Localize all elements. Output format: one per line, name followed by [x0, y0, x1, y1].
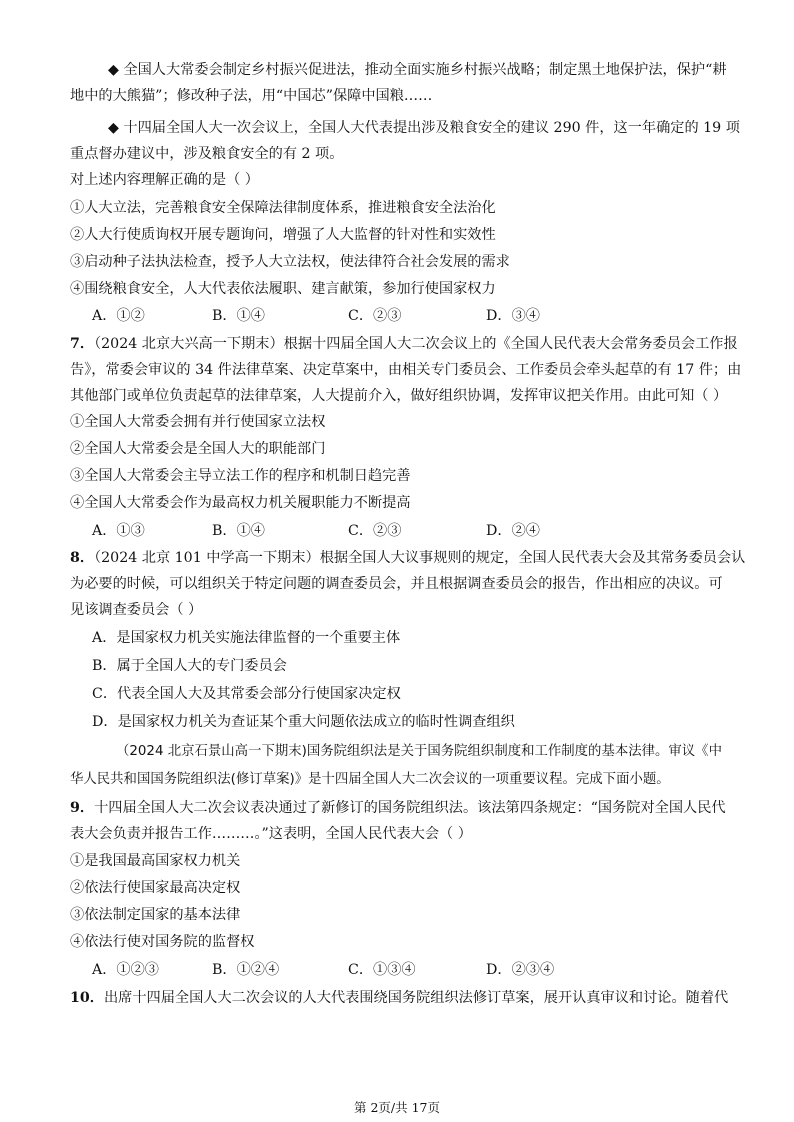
question-text: （2024 北京大兴高一下期末）根据十四届全国人大二次会议上的《全国人民代表大会常务委员会工作报	[94, 336, 738, 352]
statement-item: ④围绕粮食安全，人大代表依法履职、建言献策，参加行使国家权力	[70, 281, 496, 297]
bullet-paragraph-2-line-1: ◆ 十四届全国人大一次会议上，全国人大代表提出涉及粮食安全的建议 290 件，这一年确定的 19 项	[108, 120, 740, 136]
statement-item: ①是我国最高国家权力机关	[70, 853, 241, 869]
statement-item: ①全国人大常委会拥有并行使国家立法权	[70, 414, 326, 430]
answer-option-c: C．①③④	[348, 962, 416, 978]
statement-item: ③启动种子法执法检查，授予人大立法权，使法律符合社会发展的需求	[70, 254, 510, 270]
question-8-line-3: 见该调查委员会（ ）	[70, 602, 203, 618]
answer-option-b: B．①②④	[212, 962, 280, 978]
shared-material-line-1: （2024 北京石景山高一下期末)国务院组织法是关于国务院组织制度和工作制度的基本法律。审议《中	[116, 744, 722, 759]
question-number: 8．	[70, 550, 95, 566]
question-text: 出席十四届全国人大二次会议的人大代表围绕国务院组织法修订草案，展开认真审议和讨论。随着代	[103, 990, 729, 1006]
shared-material-line-2: 华人民共和国国务院组织法(修订草案)》是十四届全国人大二次会议的一项重要议程。完成下面小题。	[70, 772, 670, 787]
bullet-paragraph-2-line-2: 重点督办建议中，涉及粮食安全的有 2 项。	[70, 146, 344, 162]
bullet-paragraph-1-line-2: 地中的大熊猫”；修改种子法，用“中国芯”保障中国粮……	[70, 88, 433, 104]
question-9-line-2: 表大会负责并报告工作………。”这表明，全国人民代表大会（ ）	[70, 826, 472, 842]
question-7-line-2: 告》，常委会审议的 34 件法律草案、决定草案中，由相关专门委员会、工作委员会牵头起草的有 17 件；由	[70, 362, 742, 378]
question-8-line-1	[70, 548, 745, 568]
question-prompt: 对上述内容理解正确的是（ ）	[70, 172, 259, 188]
answer-option-d: D．②③④	[486, 962, 555, 978]
statement-item: ③全国人大常委会主导立法工作的程序和机制日趋完善	[70, 468, 411, 484]
question-8-line-2: 为必要的时候，可以组织关于特定问题的调查委员会，并且根据调查委员会的报告，作出相应的决议。可	[70, 576, 723, 592]
question-7-line-1	[70, 334, 738, 354]
question-text: （2024 北京 101 中学高一下期末）根据全国人大议事规则的规定，全国人民代表大会及其常务委员会认	[94, 550, 746, 566]
choice-c: C．代表全国人大及其常委会部分行使国家决定权	[92, 686, 401, 702]
answer-option-d: D．③④	[486, 308, 540, 324]
question-9-line-1	[70, 798, 726, 818]
answer-option-c: C．②③	[348, 308, 402, 324]
question-number: 7．	[70, 336, 95, 352]
question-10-line-1	[70, 988, 728, 1008]
statement-item: ④全国人大常委会作为最高权力机关履职能力不断提高	[70, 495, 411, 511]
answer-option-a: A．①②③	[92, 962, 159, 978]
answer-option-c: C．②③	[348, 523, 402, 539]
statement-item: ①人大立法，完善粮食安全保障法律制度体系，推进粮食安全法治化	[70, 200, 496, 216]
answer-option-a: A．①③	[92, 523, 145, 539]
statement-item: ④依法行使对国务院的监督权	[70, 934, 255, 950]
answer-option-b: B．①④	[212, 523, 265, 539]
choice-d: D．是国家权力机关为查证某个重大问题依法成立的临时性调查组织	[92, 714, 515, 730]
statement-item: ②依法行使国家最高决定权	[70, 880, 241, 896]
answer-option-d: D．②④	[486, 523, 540, 539]
question-text: 十四届全国人大二次会议表决通过了新修订的国务院组织法。该法第四条规定：“国务院对全国人民代	[94, 800, 726, 816]
question-number: 9．	[70, 800, 95, 816]
question-7-line-3: 其他部门或单位负责起草的法律草案，人大提前介入，做好组织协调，发挥审议把关作用。由此可知（ ）	[70, 388, 728, 404]
page-footer: 第 2页/共 17页	[353, 1100, 441, 1115]
statement-item: ②人大行使质询权开展专题询问，增强了人大监督的针对性和实效性	[70, 227, 496, 243]
question-number: 10．	[70, 990, 104, 1006]
choice-a: A．是国家权力机关实施法律监督的一个重要主体	[92, 630, 401, 646]
choice-b: B．属于全国人大的专门委员会	[92, 658, 287, 674]
statement-item: ②全国人大常委会是全国人大的职能部门	[70, 441, 326, 457]
statement-item: ③依法制定国家的基本法律	[70, 907, 241, 923]
answer-option-a: A．①②	[92, 308, 145, 324]
answer-option-b: B．①④	[212, 308, 265, 324]
bullet-paragraph-1-line-1: ◆ 全国人大常委会制定乡村振兴促进法，推动全面实施乡村振兴战略；制定黑土地保护法，保护“耕	[108, 62, 727, 78]
